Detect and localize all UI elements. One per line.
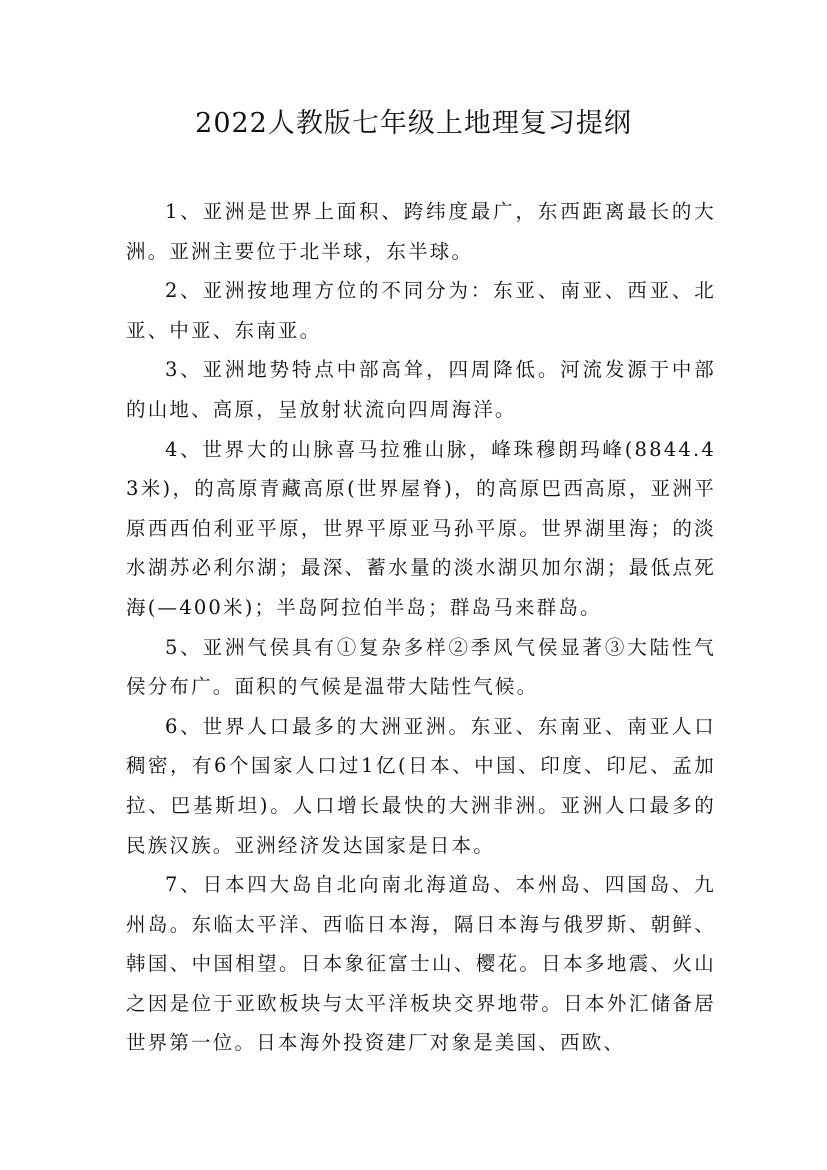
paragraph-7: 7、日本四大岛自北向南北海道岛、本州岛、四国岛、九州岛。东临太平洋、西临日本海，隔日本海与俄罗斯、朝鲜、韩国、中国相望。日本象征富士山、樱花。日本多地震、火山之因是位于亚欧板块与太平洋板块交界地带。日本外汇储备居世界第一位。日本海外投资建厂对象是美国、西欧、 bbox=[126, 873, 716, 1055]
paragraph-6: 6、世界人口最多的大洲亚洲。东亚、东南亚、南亚人口稠密，有6个国家人口过1亿(日本、中国、印度、印尼、孟加拉、巴基斯坦)。人口增长最快的大洲非洲。亚洲人口最多的民族汉族。亚洲经济发达国家是日本。 bbox=[126, 714, 716, 857]
document-body bbox=[126, 192, 716, 1063]
document-title: 2022人教版七年级上地理复习提纲 bbox=[195, 108, 632, 139]
paragraph-1: 1、亚洲是世界上面积、跨纬度最广，东西距离最长的大洲。亚洲主要位于北半球，东半球。 bbox=[126, 200, 716, 263]
paragraph-4: 4、世界大的山脉喜马拉雅山脉，峰珠穆朗玛峰(8844.43米)，的高原青藏高原(世界屋脊)，的高原巴西高原，亚洲平原西西伯利亚平原，世界平原亚马孙平原。世界湖里海；的淡水湖苏必利尔湖；最深、蓄水量的淡水湖贝加尔湖；最低点死海(—400米)；半岛阿拉伯半岛；群岛马来群岛。 bbox=[126, 437, 716, 619]
paragraph-3: 3、亚洲地势特点中部高耸，四周降低。河流发源于中部的山地、高原，呈放射状流向四周海洋。 bbox=[126, 358, 716, 421]
paragraph-2: 2、亚洲按地理方位的不同分为：东亚、南亚、西亚、北亚、中亚、东南亚。 bbox=[126, 279, 716, 342]
paragraph-5: 5、亚洲气侯具有①复杂多样②季风气侯显著③大陆性气侯分布广。面积的气候是温带大陆性气候。 bbox=[126, 635, 716, 699]
